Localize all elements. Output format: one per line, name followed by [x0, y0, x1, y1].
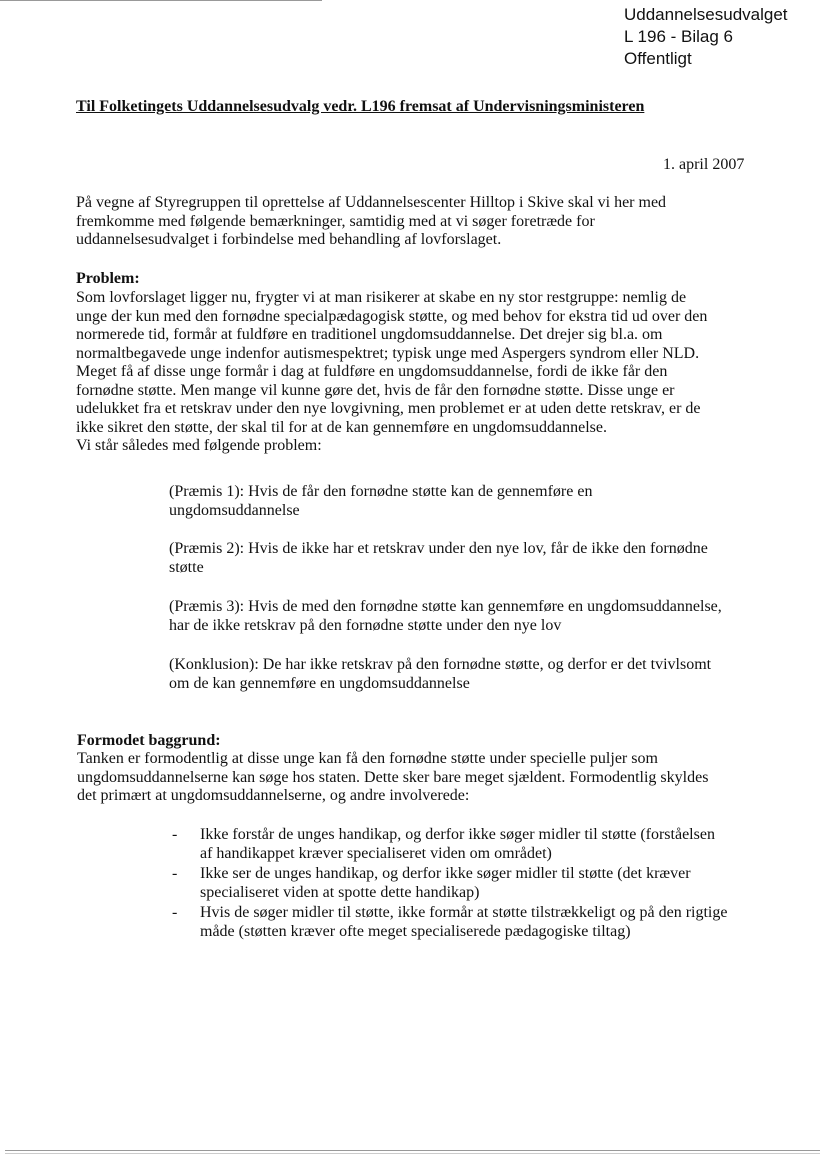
list-item-line: Hvis de søger midler til støtte, ikke formår at støtte tilstrækkeligt og på den rigtige	[200, 904, 728, 921]
list-item-line: Ikke ser de unges handikap, og derfor ikke søger midler til støtte (det kræver	[200, 865, 691, 882]
scan-edge-bottom	[5, 1150, 820, 1151]
intro-paragraph	[76, 194, 666, 250]
background-paragraph	[77, 750, 708, 806]
scan-edge-bottom-2	[5, 1153, 820, 1154]
list-item-line: måde (støtten kræver ofte meget specialiserede pædagogiske tiltag)	[200, 922, 631, 940]
problem-heading: Problem:	[76, 270, 140, 287]
document-stamp	[624, 4, 788, 70]
premise-line: (Præmis 2): Hvis de ikke har et retskrav under den nye lov, får de ikke den fornødne	[169, 540, 708, 557]
list-item-text	[200, 865, 691, 902]
intro-line: uddannelsesudvalget i forbindelse med behandling af lovforslaget.	[76, 231, 502, 248]
dash-marker: -	[172, 865, 178, 882]
problem-line: normaltbegavede unge indenfor autismespektret; typisk unge med Aspergers syndrom eller NLD.	[76, 344, 700, 362]
background-line: ungdomsuddannelserne kan søge hos staten. Dette sker bare meget sjældent. Formodentlig skyldes	[77, 768, 709, 786]
intro-line: fremkomme med følgende bemærkninger, samtidig med at vi søger foretræde for	[76, 212, 595, 230]
background-line: det primært at ungdomsuddannelserne, og andre involverede:	[77, 787, 470, 804]
list-item-line: Ikke forstår de unges handikap, og derfor ikke søger midler til støtte (forståelsen	[200, 826, 715, 843]
problem-line: Som lovforslaget ligger nu, frygter vi at man risikerer at skabe en ny stor restgruppe: nemlig de	[76, 289, 687, 306]
problem-line: unge der kun med den fornødne specialpædagogisk støtte, og med behov for ekstra tid ud over den	[76, 307, 708, 325]
problem-line: Vi står således med følgende problem:	[76, 437, 322, 454]
list-item-line: specialiseret viden at spotte dette handikap)	[200, 883, 480, 901]
premise-line: (Konklusion): De har ikke retskrav på den fornødne støtte, og derfor er det tvivlsomt	[169, 656, 712, 673]
list-item-line: af handikappet kræver specialiseret viden om området)	[200, 844, 552, 862]
letter-date: 1. april 2007	[663, 156, 745, 173]
list-item	[172, 865, 691, 902]
problem-line: udelukket fra et retskrav under den nye lovgivning, men problemet er at uden dette retskrav, er de	[76, 400, 701, 417]
intro-line: På vegne af Styregruppen til oprettelse af Uddannelsescenter Hilltop i Skive skal vi her med	[76, 194, 667, 211]
problem-line: normerede tid, formår at fuldføre en traditionel ungdomsuddannelse. Det drejer sig bl.a. om	[76, 326, 663, 343]
premise-3	[169, 598, 722, 635]
premise-line: støtte	[169, 558, 204, 576]
problem-line: fornødne støtte. Men mange vil kunne gøre det, hvis de får den fornødne støtte. Disse unge er	[76, 381, 675, 399]
list-item-text	[200, 826, 715, 863]
dash-marker: -	[172, 904, 178, 921]
premise-line: om de kan gennemføre en ungdomsuddannelse	[169, 674, 470, 692]
premise-1	[169, 483, 592, 520]
premise-line: (Præmis 1): Hvis de får den fornødne støtte kan de gennemføre en	[169, 483, 593, 500]
premise-line: har de ikke retskrav på den fornødne støtte under den nye lov	[169, 616, 562, 634]
background-heading: Formodet baggrund:	[77, 732, 221, 749]
conclusion	[169, 656, 711, 693]
dash-marker: -	[172, 826, 178, 843]
problem-line: ikke sikret den støtte, der skal til for at de kan gennemføre en ungdomsuddannelse.	[76, 418, 607, 436]
bill-reference: L 196 - Bilag 6	[624, 27, 733, 46]
premise-line: ungdomsuddannelse	[169, 501, 300, 519]
problem-paragraph	[76, 289, 707, 456]
premise-line: (Præmis 3): Hvis de med den fornødne støtte kan gennemføre en ungdomsuddannelse,	[169, 598, 722, 615]
public-status: Offentligt	[624, 49, 692, 68]
committee-name: Uddannelsesudvalget	[624, 5, 788, 24]
scan-edge-top	[0, 0, 322, 1]
page-title: Til Folketingets Uddannelsesudvalg vedr. L196 fremsat af Undervisningsministeren	[76, 98, 645, 115]
list-item	[172, 826, 715, 863]
problem-line: Meget få af disse unge formår i dag at fuldføre en ungdomsuddannelse, fordi de ikke får den	[76, 363, 668, 380]
background-line: Tanken er formodentlig at disse unge kan få den fornødne støtte under specielle puljer som	[77, 750, 658, 767]
list-item	[172, 904, 728, 941]
premise-2	[169, 540, 708, 577]
list-item-text	[200, 904, 727, 941]
